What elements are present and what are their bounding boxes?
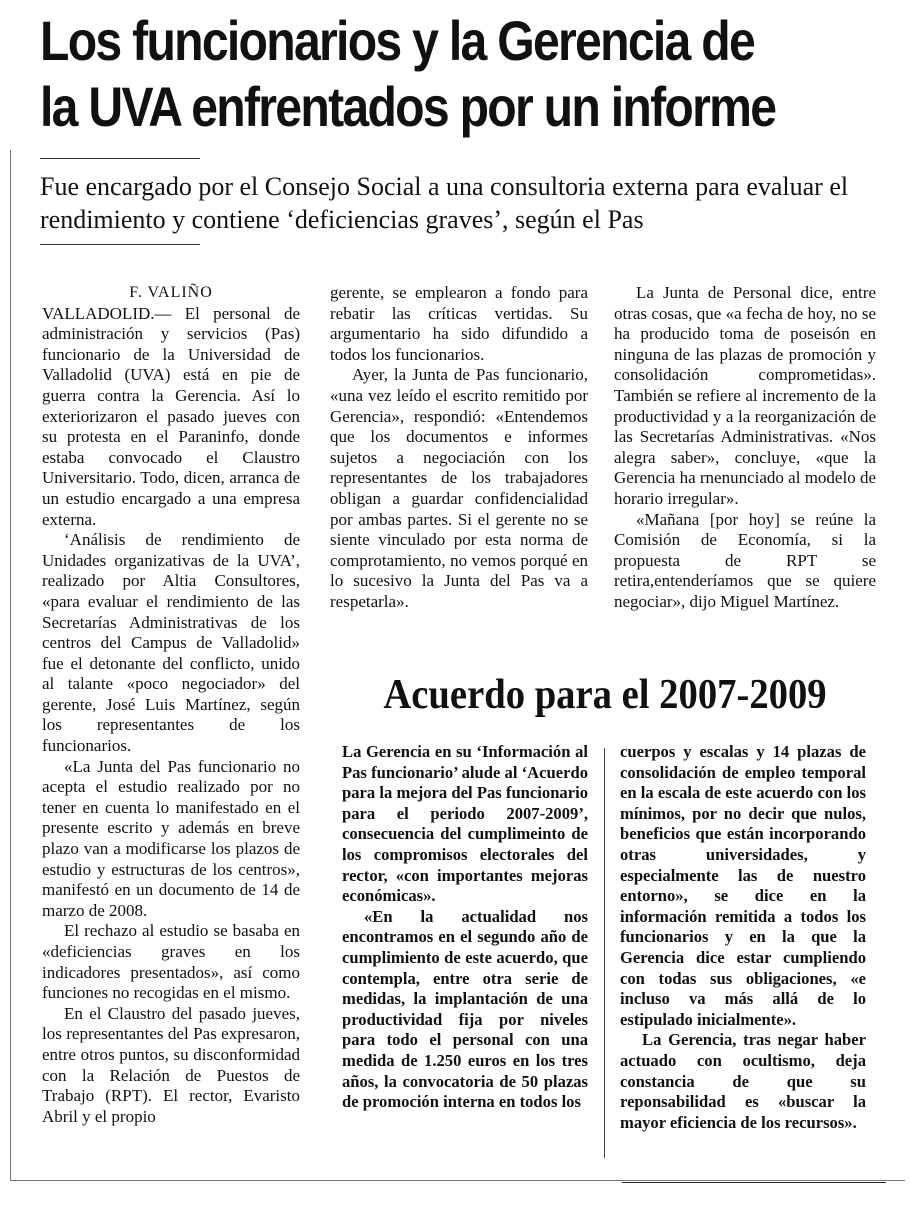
paragraph: La Gerencia, tras negar haber actuado con ocultismo, deja constancia de que su reponsabilidad es «buscar la mayor eficiencia de los recursos».: [620, 1030, 866, 1132]
paragraph: cuerpos y escalas y 14 plazas de consolidación de empleo temporal en la escala de este acuerdo con los mínimos, por no decir que nulos, beneficios que están incorporando otras universidades, y especialmente las de nuestro entorno», se dice en la información remitida a todos los funcionarios y en la que la Gerencia dice estar cumpliendo con todas sus obligaciones, «e incluso va más allá de lo estipulado inicialmente».: [620, 742, 866, 1029]
sidebar-box-column-2: [620, 742, 866, 1133]
subhead: Fue encargado por el Consejo Social a una consultoria externa para evaluar el rendimiento y contiene ‘deficiencias graves’, según el Pas: [40, 172, 849, 234]
paragraph: «En la actualidad nos encontramos en el segundo año de cumplimiento de este acuerdo, que contempla, entre otra serie de medidas, la implantación de una productividad fija por niveles para todo el personal con una medida de 1.250 euros en los tres años, la convocatoria de 50 plazas de promoción interna en todos los: [342, 906, 588, 1112]
sidebar-box-title: Acuerdo para el 2007-2009: [383, 672, 827, 718]
paragraph: «Mañana [por hoy] se reúne la Comisión de Economía, si la propuesta de RPT se retira,entenderíamos que se quiere negociar», dijo Miguel Martínez.: [614, 509, 876, 611]
subhead-rule-bottom: [40, 244, 200, 245]
sidebar-box-bottom-rule: [622, 1182, 886, 1183]
paragraph: La Junta de Personal dice, entre otras cosas, que «a fecha de hoy, no se ha producido toma de poseisón en ninguna de las plazas de promoción y consolidación comprometidas». También se refiere al incremento de la productividad y a la reorganización de las Secretarías Administrativas. «Nos alegra saber», concluye, «que la Gerencia ha rnenunciado al modelo de horario irregular».: [614, 283, 876, 508]
paragraph: gerente, se emplearon a fondo para rebatir las críticas vertidas. Su argumentario ha sido difundido a todos los funcionarios.: [330, 283, 588, 364]
page-frame-bottom: [10, 1180, 905, 1181]
paragraph: En el Claustro del pasado jueves, los representantes del Pas expresaron, entre otros puntos, su disconformidad con la Relación de Puestos de Trabajo (RPT). El rector, Evaristo Abril y el propio: [42, 1003, 300, 1126]
byline: F. VALIÑO: [129, 284, 213, 301]
article-column-1: [42, 283, 300, 1127]
headline-line-2: la UVA enfrentados por un informe: [40, 75, 776, 138]
article-column-3: [614, 283, 876, 613]
paragraph: El rechazo al estudio se basaba en «deficiencias graves en los indicadores presentados», así como funciones no recogidas en el mismo.: [42, 921, 300, 1003]
paragraph: VALLADOLID.— El personal de administración y servicios (Pas) funcionario de la Universidad de Valladolid (UVA) está en pie de guerra contra la Gerencia. Así lo exteriorizaron el pasado jueves con su protesta en el Paraninfo, donde estaba convocado el Claustro Universitario. Todo, dicen, arranca de un estudio encargado a una empresa externa.: [42, 303, 300, 529]
sidebar-box-column-1: [342, 742, 588, 1113]
column-divider: [604, 748, 605, 1158]
paragraph: Ayer, la Junta de Pas funcionario, «una vez leído el escrito remitido por Gerencia», respondió: «Entendemos que los documentos e informes sujetos a negociación con los representantes de los trabajadores obligan a guardar confidencialidad por ambas partes. Si el gerente no se siente vinculado por esta norma de comprotamiento, no vemos porqué en lo sucesivo la Junta del Pas va a respetarla».: [330, 365, 588, 611]
paragraph: «La Junta del Pas funcionario no acepta el estudio realizado por no tener en cuenta lo manifestado en el presente escrito y además en breve plazo van a modificarse los plazos de estudio y estructuras de los centros», manifestó en un documento de 14 de marzo de 2008.: [42, 756, 300, 920]
subhead-rule-top: [40, 158, 200, 159]
paragraph: ‘Análisis de rendimiento de Unidades organizativas de la UVA’, realizado por Altia Consultores, «para evaluar el rendimiento de las Secretarías Administrativas de los centros del Campus de Valladolid» fue el detonante del conflicto, unido al talante «poco negociador» del gerente, José Luis Martínez, según los representantes de los funcionarios.: [42, 530, 300, 756]
article-column-2: [330, 283, 588, 613]
page-frame-left: [10, 150, 11, 1180]
paragraph: La Gerencia en su ‘Información al Pas funcionario’ alude al ‘Acuerdo para la mejora del Pas funcionario para el periodo 2007-2009’, consecuencia del cumplimeinto de los compromisos electorales del rector, «con importantes mejoras económicas».: [342, 742, 588, 906]
headline: [40, 8, 780, 140]
headline-line-1: Los funcionarios y la Gerencia de: [40, 9, 755, 72]
